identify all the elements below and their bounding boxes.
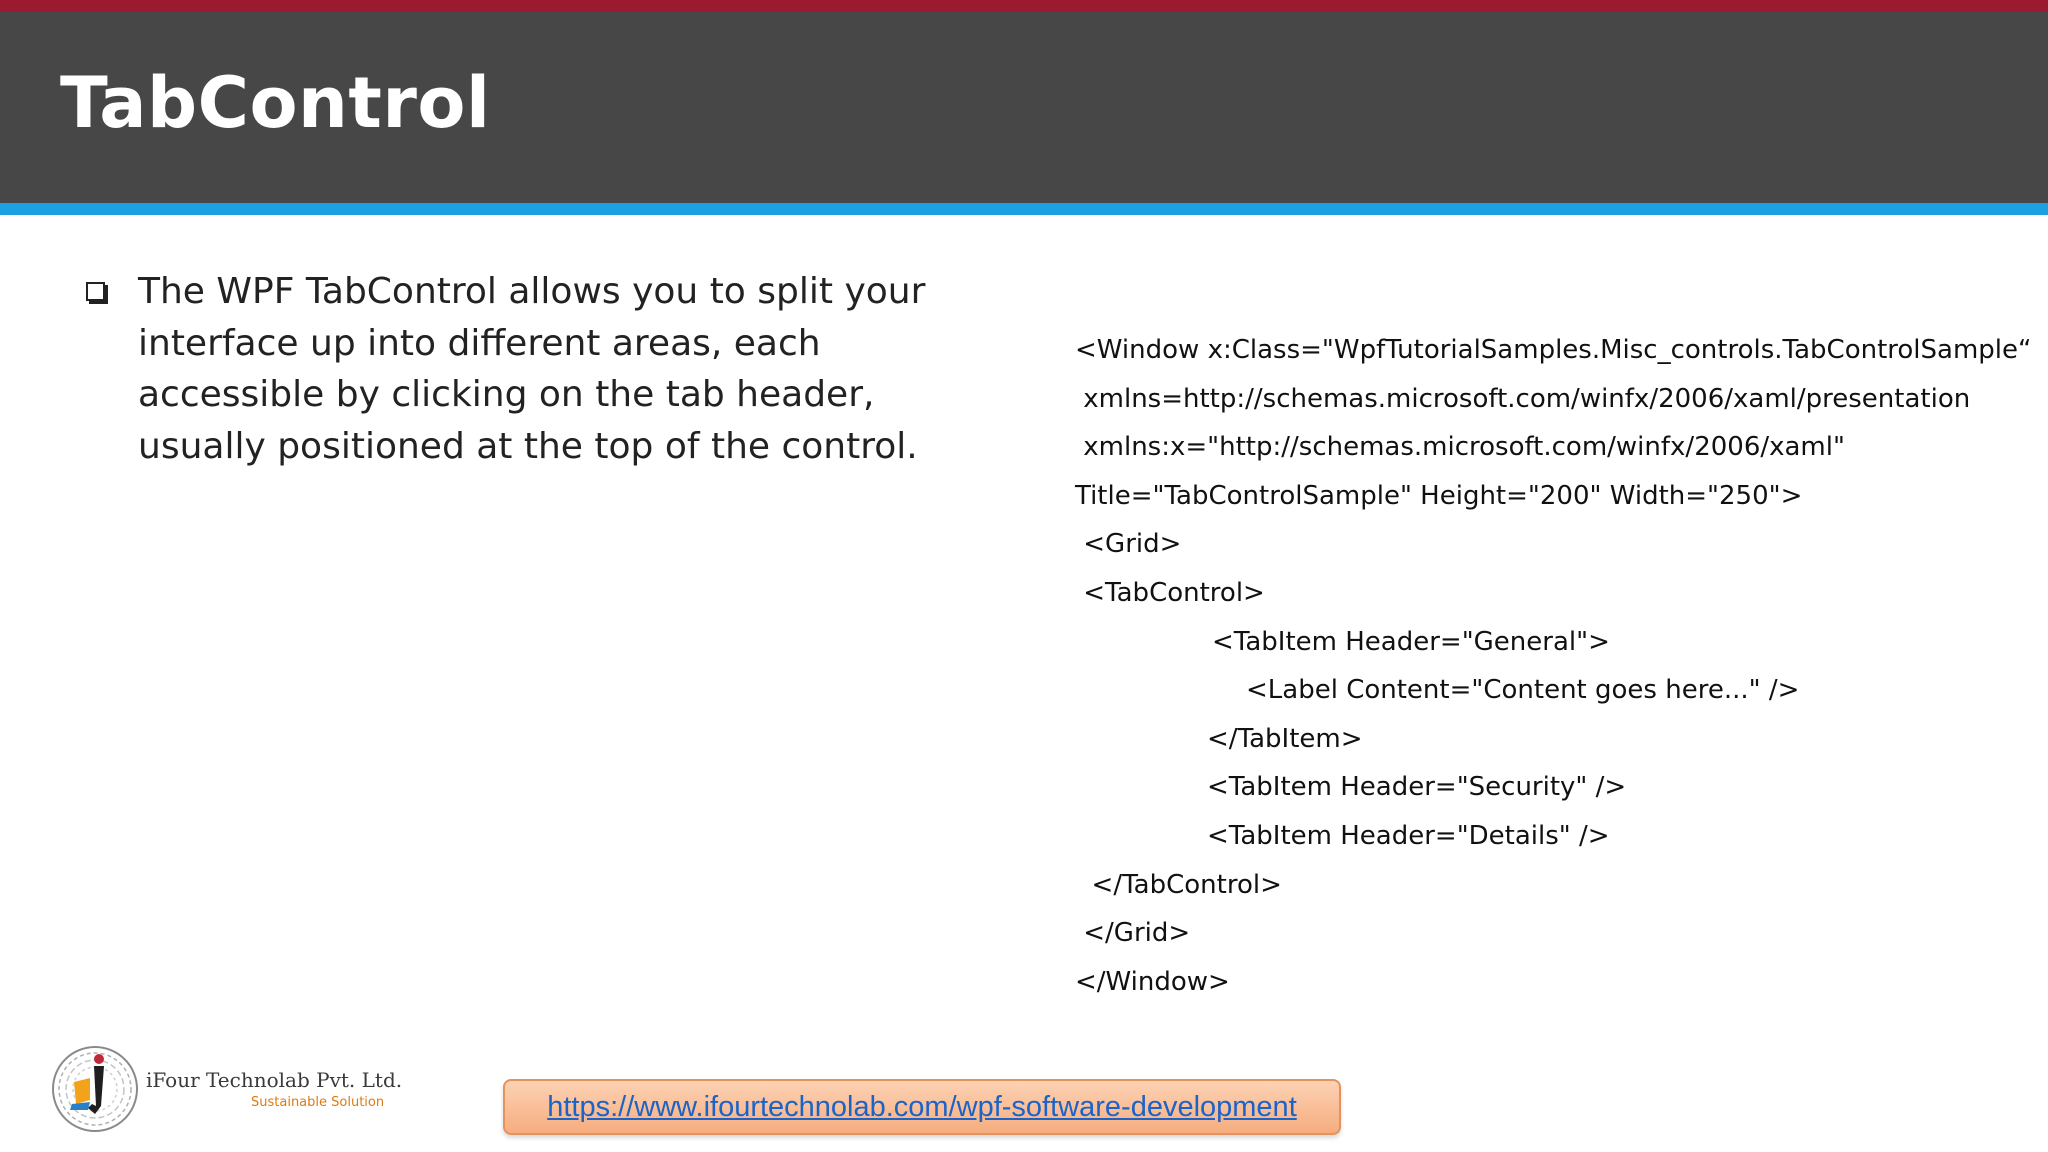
blue-accent-strip xyxy=(0,203,2048,215)
code-line: </Grid> xyxy=(1075,918,1191,949)
slide-title: TabControl xyxy=(60,62,491,144)
code-line: <TabItem Header="Details" /> xyxy=(1207,820,1610,851)
code-line: <Grid> xyxy=(1075,529,1182,560)
checkbox-bullet-icon xyxy=(86,282,105,301)
code-line: Title="TabControlSample" Height="200" Width="250"> xyxy=(1075,480,1803,511)
code-line: </TabItem> xyxy=(1207,723,1363,754)
website-link[interactable]: https://www.ifourtechnolab.com/wpf-software-development xyxy=(547,1091,1297,1123)
company-name: iFour Technolab Pvt. Ltd. xyxy=(146,1068,403,1092)
bullet-text: The WPF TabControl allows you to split your interface up into different areas, each accessible by clicking on the tab header, usually positioned at the top of the control. xyxy=(138,271,926,467)
bullet-item xyxy=(86,266,1006,472)
code-line: </Window> xyxy=(1075,966,1230,997)
code-line: </TabControl> xyxy=(1075,869,1282,900)
code-line: <TabItem Header="Security" /> xyxy=(1207,772,1627,803)
code-line: xmlns=http://schemas.microsoft.com/winfx/2006/xaml/presentation xyxy=(1075,383,1971,414)
company-tagline: Sustainable Solution xyxy=(251,1095,385,1110)
code-line: <Window x:Class="WpfTutorialSamples.Misc_controls.TabControlSample“ xyxy=(1075,335,2032,365)
website-link-box[interactable] xyxy=(503,1079,1341,1135)
code-line: <TabControl> xyxy=(1075,577,1265,608)
code-sample xyxy=(1075,326,2032,1006)
top-accent-strip xyxy=(0,0,2048,12)
code-line: xmlns:x="http://schemas.microsoft.com/winfx/2006/xaml" xyxy=(1075,432,1845,463)
company-logo-icon xyxy=(50,1044,140,1134)
code-line: <Label Content="Content goes here..." /> xyxy=(1246,675,1800,706)
code-line: <TabItem Header="General"> xyxy=(1212,626,1610,657)
